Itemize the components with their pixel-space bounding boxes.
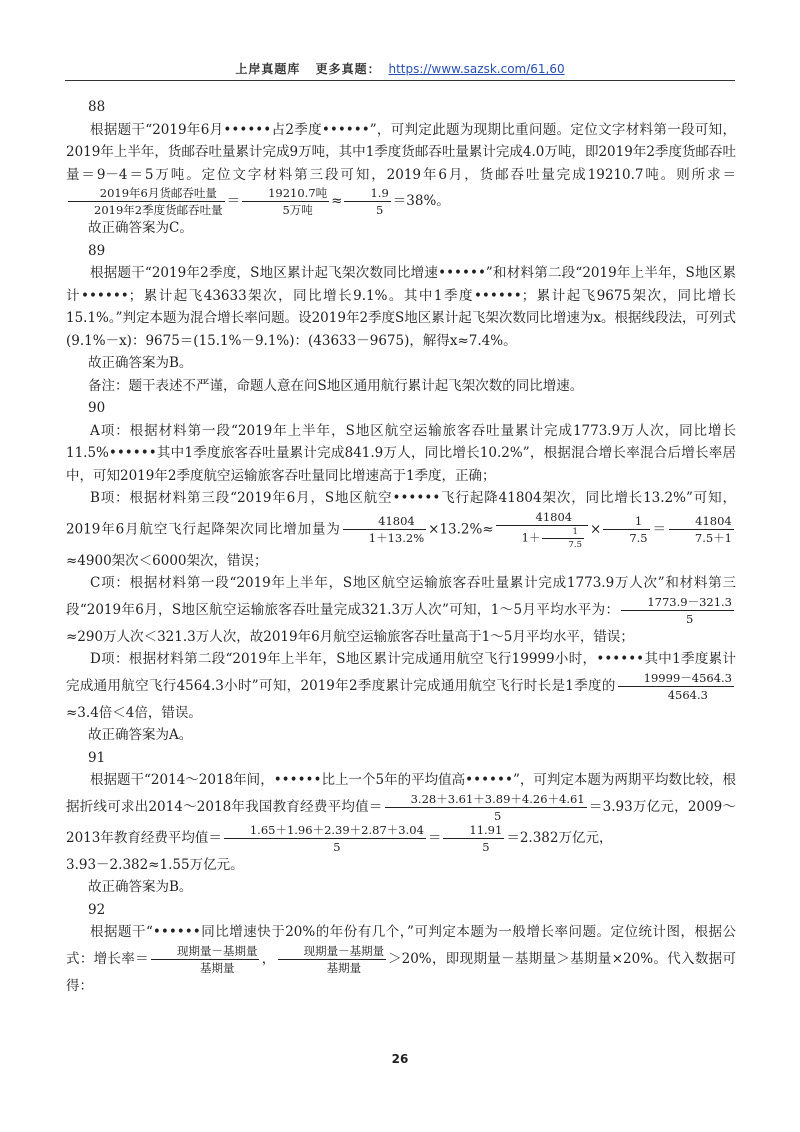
question-number-91: 91 [88, 749, 106, 766]
q91-answer: 故正确答案为B。 [88, 879, 193, 895]
q92-fraction-1: $\frac{\text{现期量－基期量}}{\text{基期量}}$ [151, 944, 260, 975]
q88-fraction-1: $\frac{\text{2019年6月货邮吞吐量}}{\text{2019年2季度货邮吞吐量}}$ [68, 186, 225, 217]
header-link[interactable]: https://www.sazsk.com/61,60 [388, 62, 565, 76]
question-number-90: 90 [88, 400, 106, 416]
q91-fraction-1: $\frac{3.28+3.61+3.89+4.26+4.61}{5}$ [385, 792, 587, 823]
q88-text: 根据题干“2019年6月••••••占2季度••••••”，可判定此题为现期比重问题。定位文字材料第一段可知，2019年上半年，货邮吞吐量累计完成9万吨，其中1季度货邮吞吐量累计完成4.0万吨，即2019年2季度货邮吞吐量＝9－4＝5万吨。定位文字材料第三段可知，2019年6月，货邮吞吐量完成19210.7吨。则所求＝ [66, 121, 736, 183]
q91-result: 3.93－2.382≈1.55万亿元。 [66, 856, 244, 873]
page-number: 26 [391, 1052, 409, 1066]
q91-fraction-3: $\frac{11.91}{5}$ [443, 823, 504, 854]
question-number-88: 88 [88, 99, 106, 115]
q90-option-c: C项：根据材料第一段“2019年上半年，S地区航空运输旅客吞吐量累计完成1773.9万人次”和材料第三段“2019年6月，S地区航空运输旅客吞吐量完成321.3万人次”可知，1～5月平均水平为： $\frac{1773.9-321.3}{5}$ ≈290万人次＜321.3万人次，故2019年6月航空运输旅客吞吐量高于1～5月平均水平，错误； [66, 575, 736, 645]
q90-option-d: D项：根据材料第二段“2019年上半年，S地区累计完成通用航空飞行19999小时，••••••其中1季度累计完成通用航空飞行4564.3小时”可知，2019年2季度累计完成通用航空飞行时长是1季度的 $\frac{19999-4564.3}{4564.3}$ ≈3.4倍＜4倍，错误。 [66, 651, 736, 721]
q90-b-fraction-4: $\frac{41804}{7.5+1}$ [669, 514, 734, 545]
q89-explanation: 根据题干“2019年2季度，S地区累计起飞架次数同比增速••••••”和材料第二段“2019年上半年，S地区累计••••••；累计起飞43633架次，同比增长9.1%。其中1季度••••••；累计起飞9675架次，同比增长15.1%。”判定本题为混合增长率问题。设2019年2季度S地区累计起飞架次数同比增速为x。根据线段法，可列式(9.1%－x)：9675＝(15.1%－9.1%)：(43633－9675)，解得x≈7.4%。 [66, 265, 736, 349]
q90-answer: 故正确答案为A。 [88, 727, 193, 743]
q90-b-fraction-2: 41804 1＋ $\frac{1}{7.5}$ [496, 510, 588, 550]
q90-b-fraction-1: $\frac{41804}{1+13.2\%}$ [343, 514, 426, 545]
q90-c-fraction: $\frac{1773.9-321.3}{5}$ [621, 595, 734, 626]
q90-option-b: B项：根据材料第三段“2019年6月，S地区航空••••••飞行起降41804架次，同比增长13.2%”可知，2019年6月航空飞行起降架次同比增加量为 $\frac{41804}{1+13.2\%}$ ×13.2%≈ 41804 1＋ $\frac{1}{7.5}$ × $\frac{1}{7.5}$ ＝ $\frac{41804}{7.5+1}$ ≈4900架次＜6000架次，错误； [66, 490, 736, 569]
q90-b-fraction-3: $\frac{1}{7.5}$ [603, 514, 649, 545]
q92-fraction-2: $\frac{\text{现期量－基期量}}{\text{基期量}}$ [278, 944, 387, 975]
header-divider [65, 80, 735, 81]
main-content [66, 96, 736, 997]
question-number-92: 92 [88, 901, 106, 918]
q90-b-subfraction: $\frac{1}{7.5}$ [542, 527, 584, 550]
q91-explanation: 根据题干“2014～2018年间，••••••比上一个5年的平均值高••••••”，可判定本题为两期平均数比较，根据折线可求出2014～2018年我国教育经费平均值＝ $\frac{3.28+3.61+3.89+4.26+4.61}{5}$ ＝3.93万亿元，2009～2013年教育经费平均值＝ $\frac{1.65+1.96+2.39+2.87+3.04}{5}$ ＝ $\frac{11.91}{5}$ ＝2.382万亿元， [66, 772, 736, 854]
question-number-89: 89 [88, 242, 106, 259]
q91-fraction-2: $\frac{1.65+1.96+2.39+2.87+3.04}{5}$ [224, 823, 426, 854]
q89-answer: 故正确答案为B。 [88, 355, 193, 371]
header-tagline: 更多真题： [315, 62, 381, 76]
brand-name: 上岸真题库 [235, 62, 301, 76]
q88-fraction-3: $\frac{1.9}{5}$ [344, 186, 390, 217]
q92-explanation: 根据题干“••••••同比增速快于20%的年份有几个，”可判定本题为一般增长率问题。定位统计图，根据公式：增长率＝ $\frac{\text{现期量－基期量}}{\text{基期量}}$ ， $\frac{\text{现期量－基期量}}{\text{基期量}}$ ＞20%，即现期量－基期量＞基期量×20%。代入数据可得： [66, 924, 736, 994]
q90-option-a: A项：根据材料第一段“2019年上半年，S地区航空运输旅客吞吐量累计完成1773.9万人次，同比增长11.5%••••••其中1季度旅客吞吐量累计完成841.9万人，同比增长10.2%”，根据混合增长率混合后增长率居中，可知2019年2季度航空运输旅客吞吐量同比增速高于1季度，正确； [66, 422, 736, 484]
q88-fraction-2: $\frac{\text{19210.7吨}}{\text{5万吨}}$ [242, 186, 329, 217]
q88-explanation: 根据题干“2019年6月••••••占2季度••••••”，可判定此题为现期比重问题。定位文字材料第一段可知，2019年上半年，货邮吞吐量累计完成9万吨，其中1季度货邮吞吐量累计完成4.0万吨，即2019年2季度货邮吞吐量＝9－4＝5万吨。定位文字材料第三段可知，2019年6月，货邮吞吐量完成19210.7吨。则所求＝ $\frac{\text{2019年6月货邮吞吐量}}{\text{2019年2季度货邮吞吐量}}$ ＝ $\frac{\text{19210.7吨}}{\text{5万吨}}$ ≈ $\frac{1.9}{5}$ ＝38%。 [66, 121, 736, 217]
q88-answer: 故正确答案为C。 [88, 220, 193, 236]
q90-d-fraction: $\frac{19999-4564.3}{4564.3}$ [618, 671, 734, 702]
page-header [0, 60, 800, 77]
q89-note: 备注：题干表述不严谨，命题人意在问S地区通用航行累计起飞架次数的同比增速。 [88, 377, 584, 394]
